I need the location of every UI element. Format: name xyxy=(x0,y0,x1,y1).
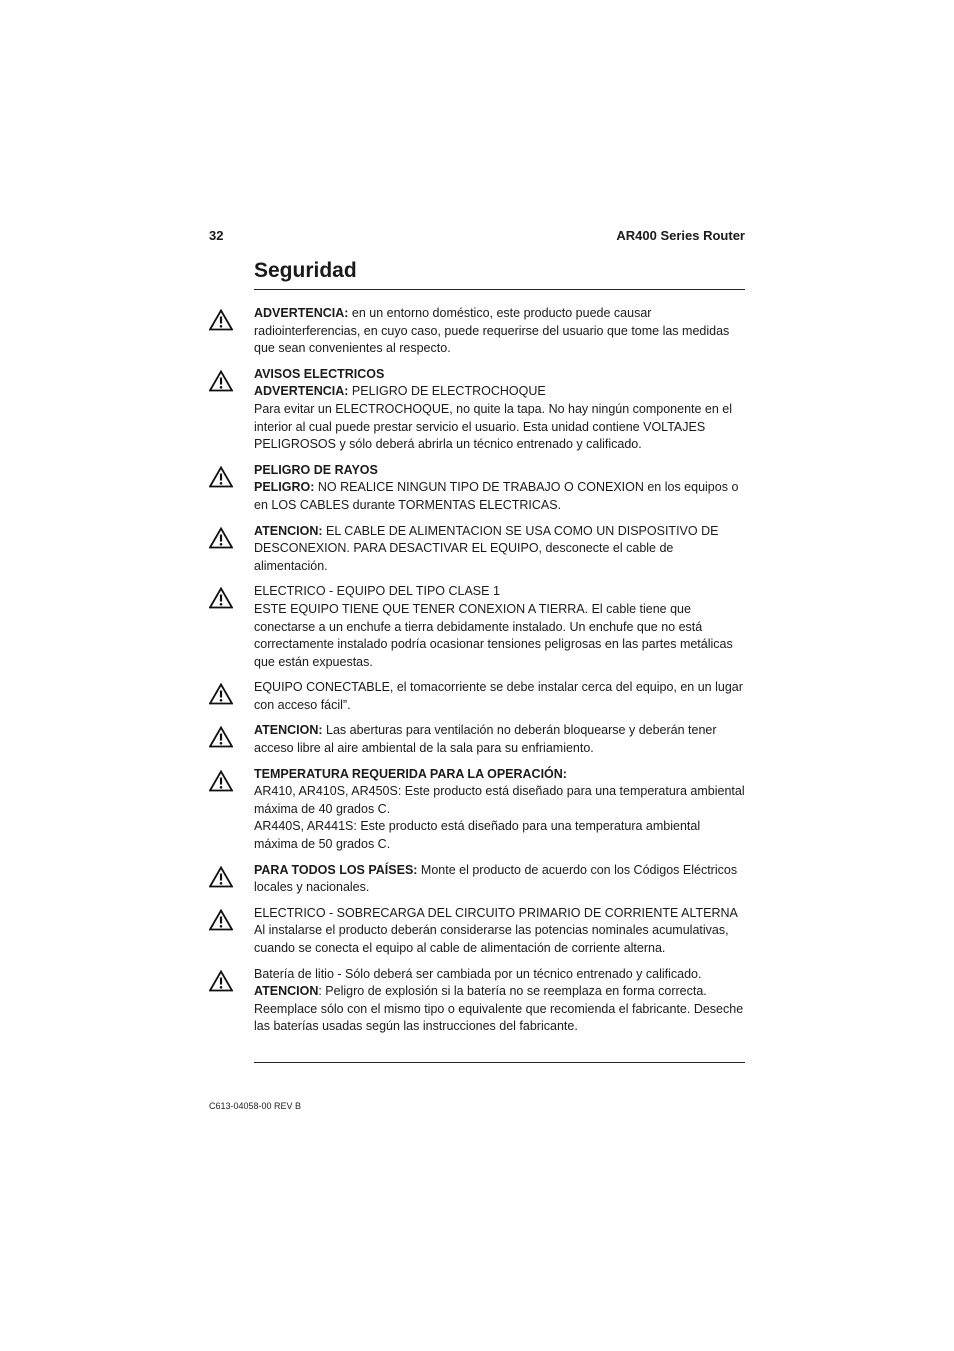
page-header xyxy=(209,228,745,246)
warning-paragraph xyxy=(254,366,745,384)
warning-paragraph xyxy=(254,783,745,818)
warning-paragraph xyxy=(254,905,745,923)
warnings-list xyxy=(209,305,745,1044)
warning-block xyxy=(209,366,745,454)
warning-block xyxy=(209,722,745,757)
warning-text: Las aberturas para ventilación no deberán bloquearse y deberán tener acceso libre al aire ambiental de la sala para su enfriamiento. xyxy=(254,723,717,756)
warning-label: PELIGRO DE RAYOS xyxy=(254,462,378,477)
warning-label: ATENCION xyxy=(254,984,319,999)
warning-paragraph xyxy=(254,383,745,401)
warning-triangle-icon xyxy=(209,466,233,488)
warning-paragraph xyxy=(254,766,745,784)
warning-text: EL CABLE DE ALIMENTACION SE USA COMO UN DISPOSITIVO DE DESCONEXION. PARA DESACTIVAR EL EQUIPO, desconecte el cable de alimentación. xyxy=(254,523,719,573)
warning-text: AR410, AR410S, AR450S: Este producto está diseñado para una temperatura ambiental máxima de 40 grados C. xyxy=(254,784,745,816)
warning-block xyxy=(209,679,745,714)
warning-paragraph xyxy=(254,305,745,358)
warning-text: NO REALICE NINGUN TIPO DE TRABAJO O CONEXION en los equipos o en LOS CABLES durante TORMENTAS ELECTRICAS. xyxy=(254,480,739,512)
warning-text: Monte el producto de acuerdo con los Códigos Eléctricos locales y nacionales. xyxy=(254,862,738,895)
warning-triangle-icon xyxy=(209,970,233,992)
warning-paragraph xyxy=(254,401,745,454)
warning-label: AVISOS ELECTRICOS xyxy=(254,366,385,381)
running-title: AR400 Series Router xyxy=(616,228,745,243)
warning-label: TEMPERATURA REQUERIDA PARA LA OPERACIÓN: xyxy=(254,766,567,781)
warning-text: Batería de litio - Sólo deberá ser cambiada por un técnico entrenado y calificado. xyxy=(254,966,702,981)
warning-text: : Peligro de explosión si la batería no se reemplaza en forma correcta. Reemplace sólo con el mismo tipo o equivalente que recomienda el fabricante. Deseche las baterías usadas según las instrucciones del fabricante. xyxy=(254,984,744,1034)
warning-text: PELIGRO DE ELECTROCHOQUE xyxy=(348,384,546,399)
warning-paragraph xyxy=(254,583,745,601)
warning-triangle-icon xyxy=(209,309,233,331)
warning-text: Al instalarse el producto deberán considerarse las potencias nominales acumulativas, cuando se conecta el equipo al cable de alimentación de corriente alterna. xyxy=(254,923,729,955)
warning-triangle-icon xyxy=(209,370,233,392)
warning-triangle-icon xyxy=(209,587,233,609)
warning-paragraph xyxy=(254,922,745,957)
warning-block xyxy=(209,462,745,515)
bottom-divider xyxy=(254,1062,745,1063)
warning-label: ATENCION: xyxy=(254,723,323,738)
warning-text: EQUIPO CONECTABLE, el tomacorriente se debe instalar cerca del equipo, en un lugar con acceso fácil”. xyxy=(254,680,743,712)
warning-block xyxy=(209,966,745,1036)
warning-text: Para evitar un ELECTROCHOQUE, no quite la tapa. No hay ningún componente en el interior al cual puede prestar servicio el usuario. Esta unidad contiene VOLTAJES PELIGROSOS y sólo deberá abrirla un técnico entrenado y calificado. xyxy=(254,401,733,452)
warning-block xyxy=(209,583,745,671)
warning-paragraph xyxy=(254,479,745,514)
warning-paragraph xyxy=(254,601,745,671)
warning-paragraph xyxy=(254,862,745,897)
warning-triangle-icon xyxy=(209,909,233,931)
warning-block xyxy=(209,523,745,576)
warning-triangle-icon xyxy=(209,726,233,748)
warning-paragraph xyxy=(254,523,745,576)
warning-label: PARA TODOS LOS PAÍSES: xyxy=(254,862,418,877)
warning-label: ATENCION: xyxy=(254,523,323,538)
warning-block xyxy=(209,766,745,854)
page-number: 32 xyxy=(209,228,224,243)
warning-text: AR440S, AR441S: Este producto está diseñado para una temperatura ambiental máxima de 50 grados C. xyxy=(254,819,701,852)
warning-text: ESTE EQUIPO TIENE QUE TENER CONEXION A TIERRA. El cable tiene que conectarse a un enchufe a tierra debidamente instalado. Un enchufe que no está correctamente instalado podría ocasionar tensiones peligrosas en las partes metálicas que están expuestas. xyxy=(254,601,733,669)
warning-paragraph xyxy=(254,966,745,984)
warning-text: en un entorno doméstico, este producto puede causar radiointerferencias, en cuyo caso, puede requerirse del usuario que tome las medidas que sean convenientes al respecto. xyxy=(254,306,730,356)
warning-triangle-icon xyxy=(209,866,233,888)
page-title: Seguridad xyxy=(254,259,357,282)
warning-triangle-icon xyxy=(209,683,233,705)
warning-text: ELECTRICO - EQUIPO DEL TIPO CLASE 1 xyxy=(254,584,500,599)
warning-paragraph xyxy=(254,679,745,714)
warning-paragraph xyxy=(254,462,745,480)
warning-block xyxy=(209,305,745,358)
warning-block xyxy=(209,862,745,897)
warning-label: ADVERTENCIA: xyxy=(254,384,349,399)
warning-paragraph xyxy=(254,818,745,853)
warning-triangle-icon xyxy=(209,770,233,792)
warning-label: PELIGRO: xyxy=(254,480,315,495)
title-divider xyxy=(254,289,745,290)
warning-paragraph xyxy=(254,983,745,1036)
warning-paragraph xyxy=(254,722,745,757)
warning-block xyxy=(209,905,745,958)
warning-label: ADVERTENCIA: xyxy=(254,306,349,320)
warning-triangle-icon xyxy=(209,527,233,549)
warning-text: ELECTRICO - SOBRECARGA DEL CIRCUITO PRIMARIO DE CORRIENTE ALTERNA xyxy=(254,905,738,920)
document-code: C613-04058-00 REV B xyxy=(209,1101,302,1111)
